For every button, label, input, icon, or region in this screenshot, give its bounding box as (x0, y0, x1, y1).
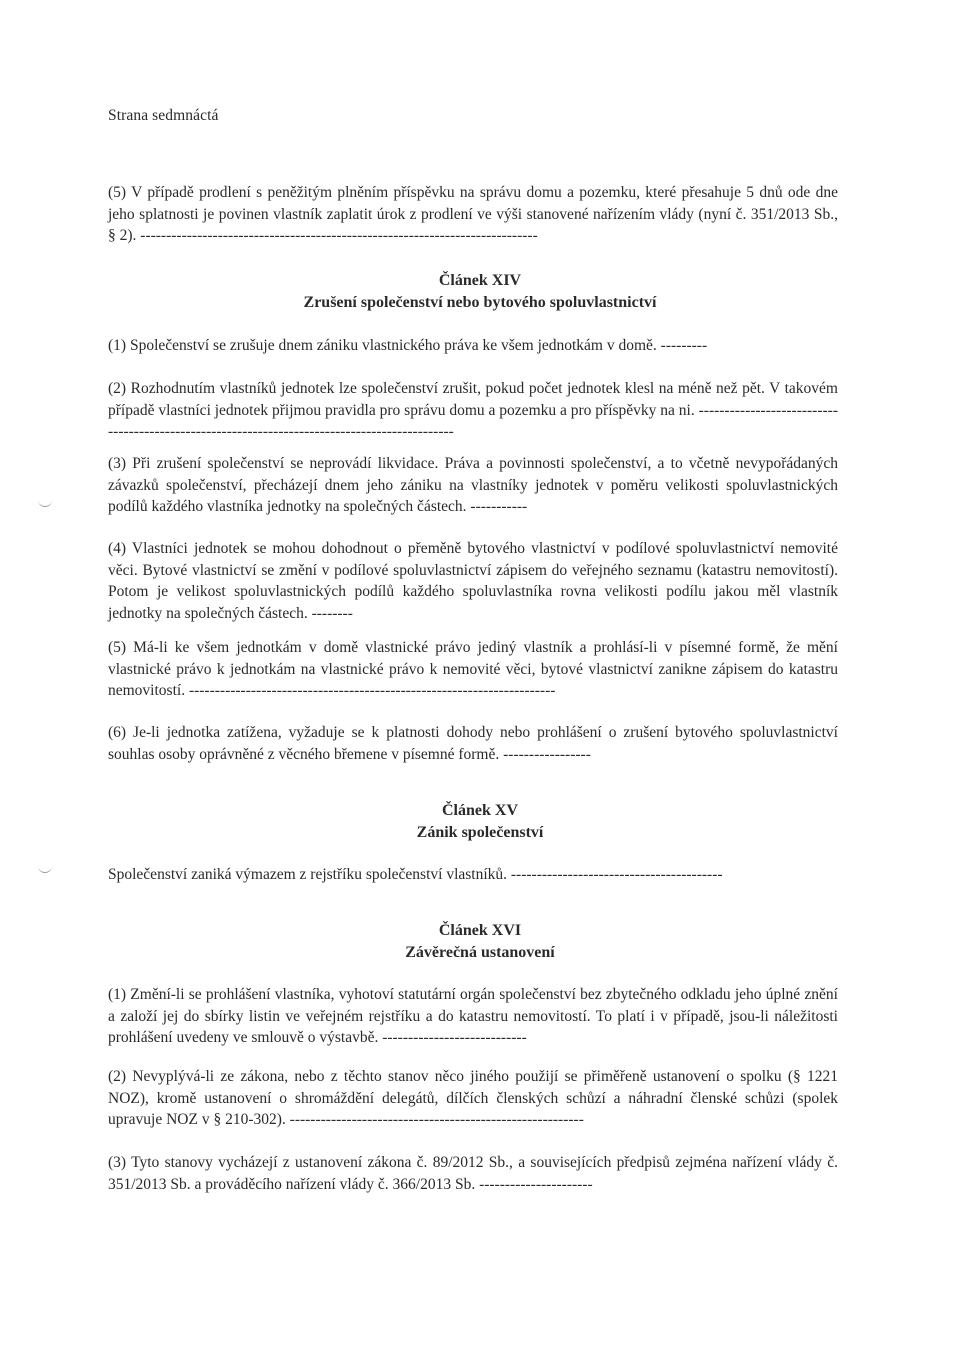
article-15-title: Zánik společenství (416, 824, 544, 841)
paragraph-interest-on-late-payment: (5) V případě prodlení s peněžitým plněním příspěvku na správu domu a pozemku, které přesahuje 5 dnů ode dne jeho splatnosti je povinen vlastník zaplatit úrok z prodlení ve výši stanovené nařízením vlády (nyní č. 351/2013 Sb., § 2). ----------------------------------------------------------------------------- (108, 184, 838, 244)
article-14-title: Zrušení společenství nebo bytového spoluvlastnictví (303, 294, 657, 311)
scan-mark (38, 866, 52, 873)
article-14-paragraph-5: (5) Má-li ke všem jednotkám v domě vlastnické právo jediný vlastník a prohlásí-li v písemné formě, že mění vlastnické právo k jednotkám na vlastnické právo k nemovité věci, bytové vlastnictví zanikne zápisem do katastru nemovitostí. ----------------------------------------------------------------------- (108, 639, 838, 699)
article-14-number: Článek XIV (438, 272, 522, 289)
article-15-paragraph-1: Společenství zaniká výmazem z rejstříku společenství vlastníků. ----------------------------------------- (108, 866, 723, 883)
scan-mark (38, 500, 52, 507)
article-14-paragraph-3: (3) Při zrušení společenství se neprovádí likvidace. Práva a povinnosti společenství, a to včetně nevypořádaných závazků společenství, přecházejí dnem jeho zániku na vlastníky jednotek v poměru velikosti spoluvlastnických podílů každého vlastníka jednotky na společných částech. ----------- (108, 455, 838, 515)
article-14-paragraph-4: (4) Vlastníci jednotek se mohou dohodnout o přeměně bytového vlastnictví v podílové spoluvlastnictví nemovité věci. Bytové vlastnictví se změní v podílové spoluvlastnictví zápisem do veřejného seznamu (katastru nemovitostí). Potom je velikost spoluvlastnických podílů každého spoluvlastníka rovna velikosti podílu jakou měl vlastník jednotky na společných částech. -------- (108, 540, 838, 622)
article-16-paragraph-2: (2) Nevyplývá-li ze zákona, nebo z těchto stanov něco jiného použijí se přiměřeně ustanovení o spolku (§ 1221 NOZ), kromě ustanovení o shromáždění delegátů, dílčích členských schůzí a náhradní členské schůzi (spolek upravuje NOZ v § 210-302). --------------------------------------------------------- (108, 1068, 838, 1128)
article-16-paragraph-3: (3) Tyto stanovy vycházejí z ustanovení zákona č. 89/2012 Sb., a souvisejících předpisů zejména nařízení vlády č. 351/2013 Sb. a prováděcího nařízení vlády č. 366/2013 Sb. ---------------------- (108, 1154, 838, 1193)
page-label: Strana sedmnáctá (108, 107, 219, 124)
article-16-title: Závěrečná ustanovení (405, 944, 555, 961)
article-15-number: Článek XV (441, 802, 518, 819)
article-14-paragraph-2: (2) Rozhodnutím vlastníků jednotek lze společenství zrušit, pokud počet jednotek klesl na méně než pět. V takovém případě vlastníci jednotek přijmou pravidla pro správu domu a pozemku a pro příspěvky na ni. ---------------------------------------------------------------------------------------------- (108, 380, 838, 440)
article-16-paragraph-1: (1) Změní-li se prohlášení vlastníka, vyhotoví statutární orgán společenství bez zbytečného odkladu jeho úplné znění a založí jej do sbírky listin ve veřejném rejstříku a do katastru nemovitostí. To platí i v případě, jsou-li náležitosti prohlášení uvedeny ve smlouvě o výstavbě. ---------------------------- (108, 986, 838, 1046)
article-16-number: Článek XVI (438, 922, 522, 939)
article-14-paragraph-6: (6) Je-li jednotka zatížena, vyžaduje se k platnosti dohody nebo prohlášení o zrušení bytového spoluvlastnictví souhlas osoby oprávněné z věcného břemene v písemné formě. ----------------- (108, 724, 838, 763)
article-14-paragraph-1: (1) Společenství se zrušuje dnem zániku vlastnického práva ke všem jednotkám v domě. --------- (108, 337, 708, 354)
